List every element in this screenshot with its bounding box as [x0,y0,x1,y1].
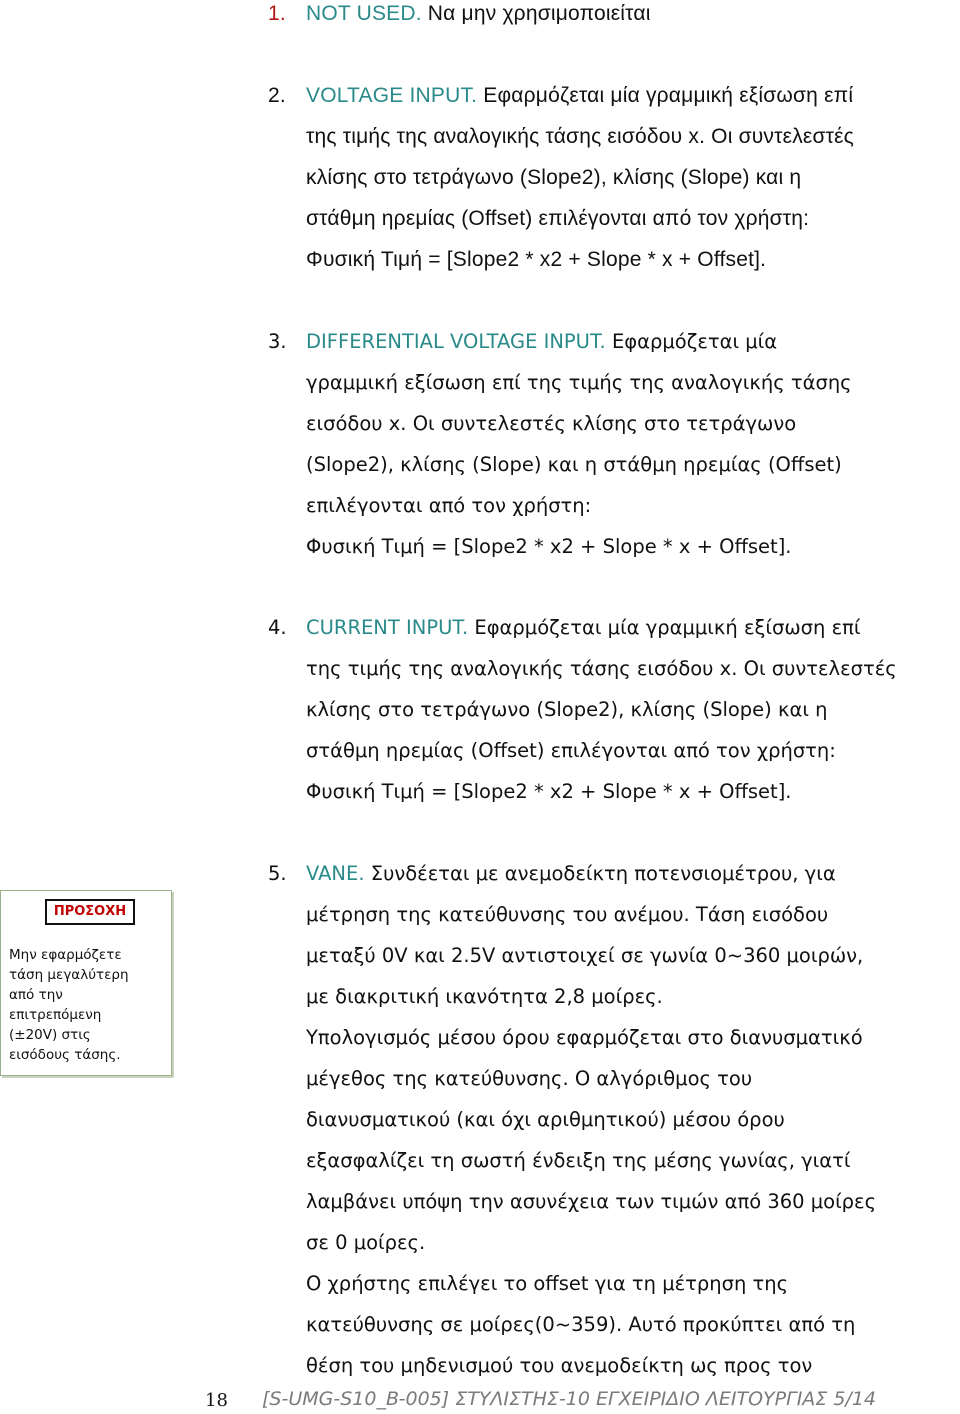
item-text: κλίσης στο τετράγωνο (Slope2), κλίσης (Slope) και η [306,166,802,189]
warning-box [0,890,172,1076]
item-text: κατεύθυνσης σε μοίρες(0~359). Αυτό προκύπτει από τη [306,1313,856,1336]
item-text: Υπολογισμός μέσου όρου εφαρμόζεται στο διανυσματικό [306,1026,863,1049]
item-heading: VOLTAGE INPUT. [306,84,478,107]
item-text: με διακριτική ικανότητα 2,8 μοίρες. [306,985,663,1008]
item-text: (Slope2), κλίσης (Slope) και η στάθμη ηρεμίας (Offset) [306,453,842,476]
item-heading: CURRENT INPUT. [306,616,469,639]
item-text: Εφαρμόζεται μία γραμμική εξίσωση επί [477,84,854,107]
item-text: Φυσική Τιμή = [Slope2 * x2 + Slope * x + Offset]. [306,535,792,558]
item-text: Εφαρμόζεται μία [605,330,778,353]
item-text: Να μην χρησιμοποιείται [421,2,651,25]
item-text: μεταξύ 0V και 2.5V αντιστοιχεί σε γωνία 0~360 μοιρών, [306,944,864,967]
warning-text [9,945,169,1065]
item-number: 4. [268,616,287,639]
warning-line: (±20V) στις [9,1027,91,1043]
item-text: διανυσματικού (και όχι αριθμητικού) μέσου όρου [306,1108,785,1131]
item-heading: VANE. [306,862,365,885]
item-heading: NOT USED. [306,2,422,25]
warning-line: τάση μεγαλύτερη [9,967,129,983]
item-text: εξασφαλίζει τη σωστή ένδειξη της μέσης γωνίας, γιατί [306,1149,851,1172]
item-text: μέτρηση της κατεύθυνσης του ανέμου. Τάση εισόδου [306,903,829,926]
item-text: Φυσική Τιμή = [Slope2 * x2 + Slope * x + Offset]. [306,248,767,271]
item-text: Ο χρήστης επιλέγει το offset για τη μέτρηση της [306,1272,789,1295]
item-number: 1. [268,2,286,25]
item-number: 5. [268,862,287,885]
item-number: 2. [268,84,286,107]
warning-line: από την [9,987,63,1003]
page-footer: [S-UMG-S10_B-005] ΣΤΥΛΙΣΤΗΣ-10 ΕΓΧΕΙΡΙΔΙΟ ΛΕΙΤΟΥΡΓΙΑΣ 5/14 [262,1388,877,1410]
item-text: στάθμη ηρεμίας (Offset) επιλέγονται από τον χρήστη: [306,739,836,762]
item-text: σε 0 μοίρες. [306,1231,426,1254]
item-text: στάθμη ηρεμίας (Offset) επιλέγονται από τον χρήστη: [306,207,810,230]
item-text: εισόδου x. Οι συντελεστές κλίσης στο τετράγωνο [306,412,797,435]
item-text: κλίσης στο τετράγωνο (Slope2), κλίσης (Slope) και η [306,698,828,721]
item-text: γραμμική εξίσωση επί της τιμής της αναλογικής τάσης [306,371,852,394]
item-text: επιλέγονται από τον χρήστη: [306,494,592,517]
item-number: 3. [268,330,287,353]
item-text: της τιμής της αναλογικής τάσης εισόδου x. Οι συντελεστές [306,125,854,148]
warning-line: επιτρεπόμενη [9,1007,102,1023]
warning-line: Μην εφαρμόζετε [9,947,122,963]
item-heading: DIFFERENTIAL VOLTAGE INPUT. [306,330,606,353]
warning-title: ΠΡΟΣΟΧΗ [45,899,135,925]
item-text: Εφαρμόζεται μία γραμμική εξίσωση επί [468,616,861,639]
item-text: λαμβάνει υπόψη την ασυνέχεια των τιμών από 360 μοίρες [306,1190,877,1213]
item-text: Συνδέεται με ανεμοδείκτη ποτενσιομέτρου, για [364,862,836,885]
item-text: μέγεθος της κατεύθυνσης. Ο αλγόριθμος του [306,1067,753,1090]
item-text: της τιμής της αναλογικής τάσης εισόδου x. Οι συντελεστές [306,657,897,680]
page-number: 18 [205,1390,228,1411]
warning-line: εισόδους τάσης. [9,1047,121,1063]
item-text: θέση του μηδενισμού του ανεμοδείκτη ως προς τον [306,1354,813,1377]
item-text: Φυσική Τιμή = [Slope2 * x2 + Slope * x + Offset]. [306,780,792,803]
